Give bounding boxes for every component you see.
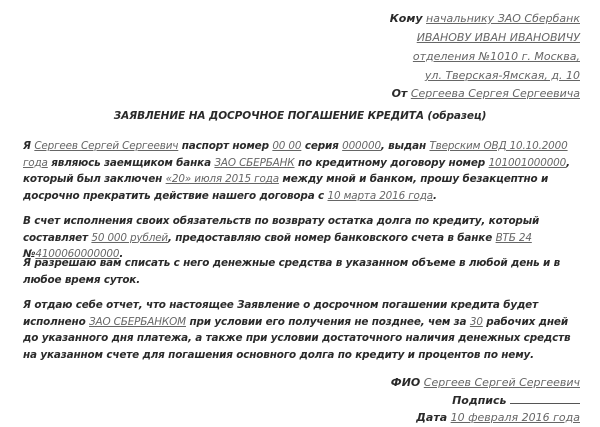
fio-value: Сергеев Сергей Сергеевич (423, 376, 580, 389)
from-name: Сергеева Сергея Сергеевича (410, 87, 580, 100)
text: Я отдаю себе отчет, что настоящее Заявление о досрочном погашении кредита будет исполнено (23, 299, 538, 328)
title-note: (образец) (427, 110, 487, 122)
text: являюсь заемщиком банка (51, 156, 211, 169)
sender-block (392, 84, 580, 103)
sign-label: Подпись (452, 393, 507, 407)
passport-series: 000000 (342, 140, 381, 152)
paragraph-acknowledgement (23, 297, 583, 363)
addressee-line-branch (390, 47, 580, 66)
days-count: 30 (469, 315, 483, 328)
passport-number: 00 00 (272, 140, 302, 152)
paragraph-request (23, 138, 583, 204)
text: при условии его получения не позднее, чем за (189, 315, 467, 328)
text: В счет исполнения своих обязательств по возврату остатка долга по кредиту, который составляет (23, 215, 540, 244)
applicant-name: Сергеев Сергей Сергеевич (34, 140, 179, 152)
date-line (391, 409, 580, 427)
to-position: начальнику ЗАО Сбербанк (426, 12, 580, 25)
signature-field (510, 393, 580, 404)
text: серия (304, 140, 339, 152)
text: по кредитному договору номер (297, 156, 486, 169)
addressee-block (390, 9, 580, 85)
to-name: ИВАНОВУ ИВАН ИВАНОВИЧУ (416, 31, 580, 44)
contract-date: «20» июля 2015 года (165, 173, 279, 185)
account-number: 4100060000000 (35, 248, 120, 260)
addressee-line-name (390, 28, 580, 47)
debt-amount: 50 000 рублей (91, 231, 169, 244)
text: № (23, 248, 36, 260)
text: . (119, 248, 124, 260)
signature-block (391, 374, 580, 427)
bank-name: ЗАО СБЕРБАНКОМ (89, 315, 186, 328)
passport-issued-by: Тверским ОВД 10.10.2000 года (23, 140, 568, 169)
from-label: От (391, 87, 408, 100)
to-branch: отделения №1010 г. Москва, (412, 50, 580, 63)
text: , предоставляю свой номер банковского счета в банке (168, 231, 493, 244)
text: . (432, 189, 437, 202)
text: Я (23, 140, 31, 152)
text: , который был заключен (23, 156, 570, 185)
paragraph-permission: Я разрешаю вам списать с него денежные средства в указанном объеме в любой день и в любое время суток. (23, 257, 561, 286)
fio-label: ФИО (390, 376, 421, 389)
to-address: ул. Тверская-Ямская, д. 10 (424, 69, 580, 82)
bank-name: ЗАО СБЕРБАНК (214, 156, 295, 169)
document-title (0, 110, 600, 122)
account-bank: ВТБ 24 (495, 231, 532, 244)
sign-line (391, 392, 580, 410)
fio-line (391, 374, 580, 392)
text: между мной и банком, прошу безакцептно и досрочно прекратить действие нашего договора с (23, 173, 549, 202)
text: рабочих дней до указанного дня платежа, а также при условии достаточного наличия денежных средств на указанном счете для погашения основного долга по кредиту и процентов по нему. (23, 315, 571, 361)
contract-number: 101001000000 (488, 156, 567, 169)
text: , выдан (380, 140, 426, 152)
to-label: Кому (389, 12, 423, 25)
addressee-line-address (390, 66, 580, 85)
title-text: ЗАЯВЛЕНИЕ НА ДОСРОЧНОЕ ПОГАШЕНИЕ КРЕДИТА (113, 110, 424, 122)
text: паспорт номер (181, 140, 269, 152)
date-label: Дата (416, 411, 448, 424)
addressee-line-position (390, 9, 580, 28)
termination-date: 10 марта 2016 года (327, 189, 433, 202)
date-value: 10 февраля 2016 года (450, 411, 580, 424)
